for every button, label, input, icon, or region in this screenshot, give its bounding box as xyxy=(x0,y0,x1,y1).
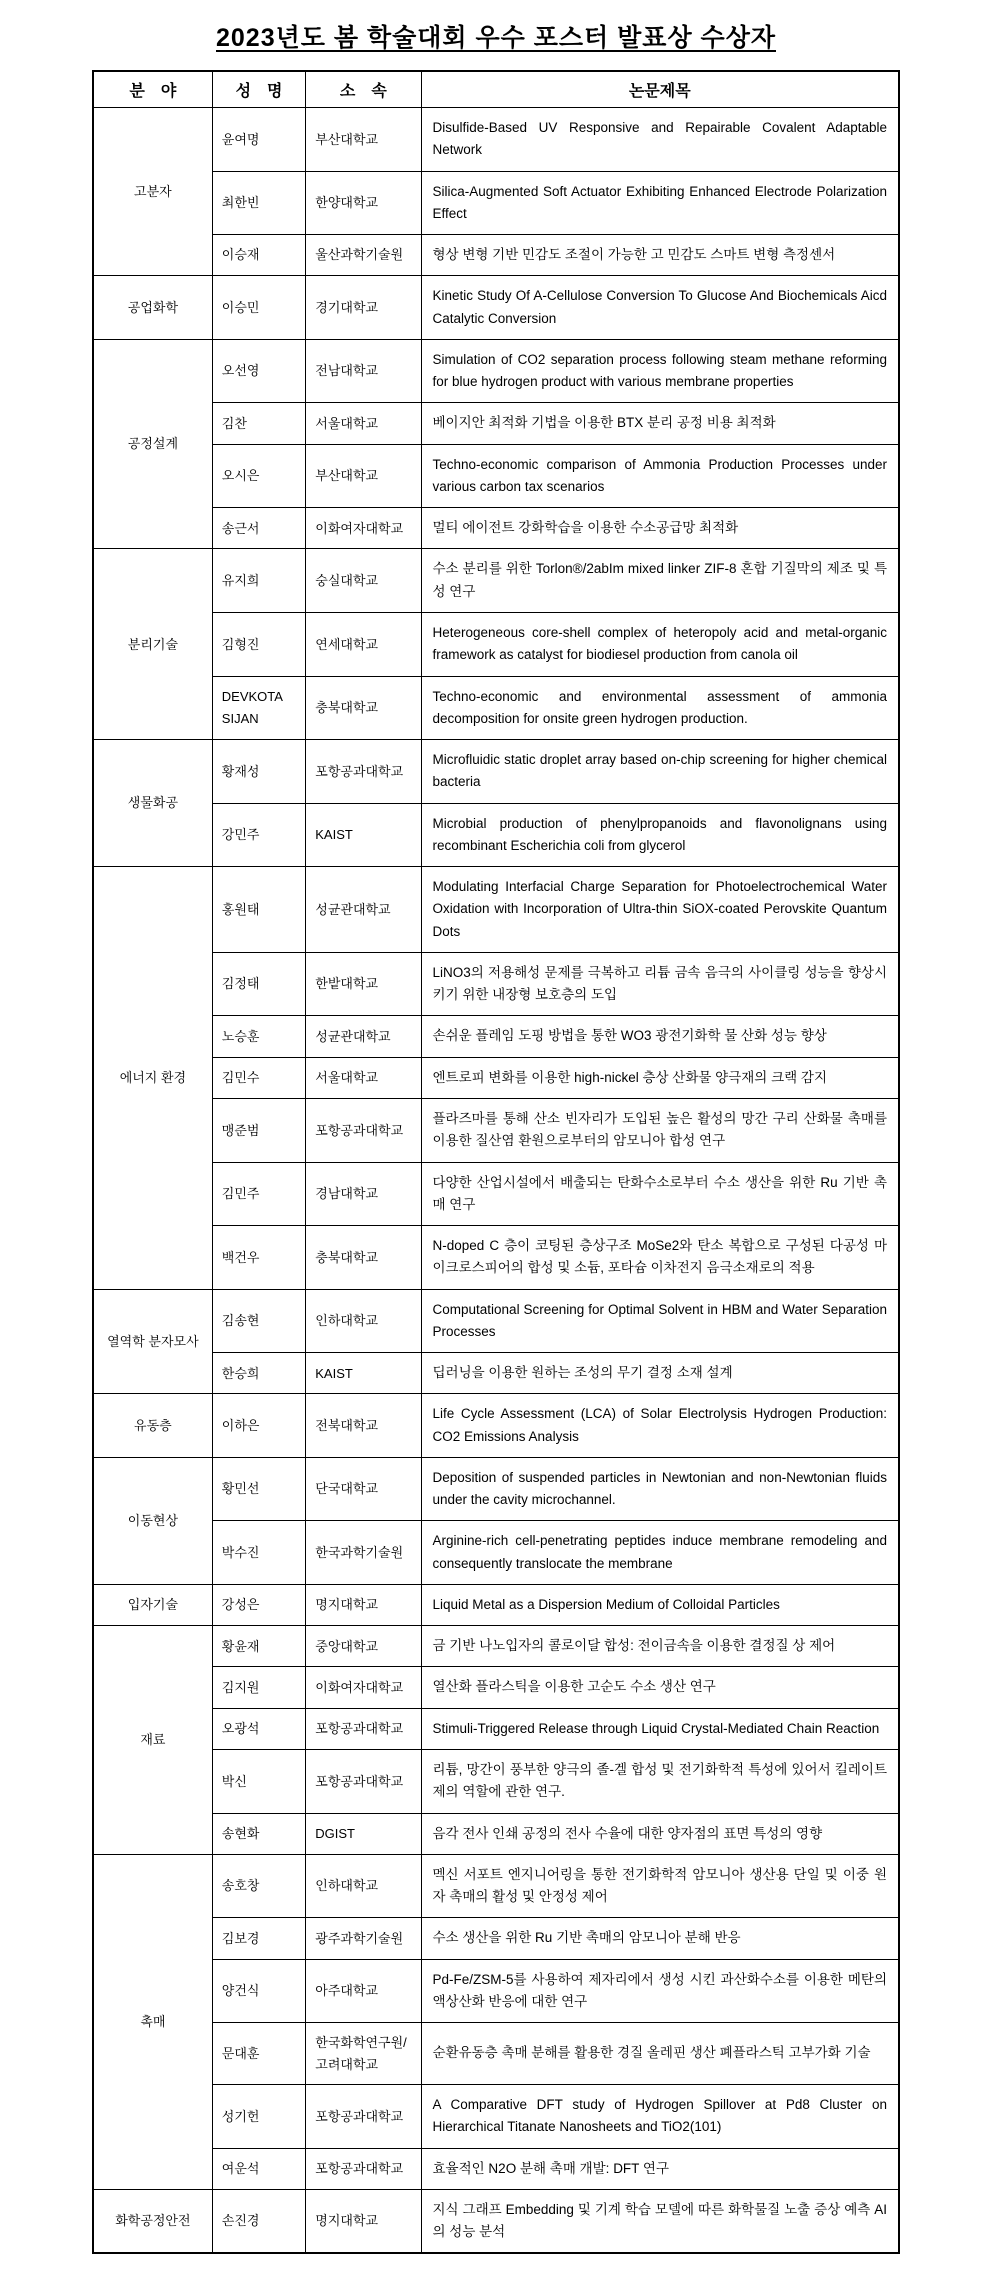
name-cell: 강민주 xyxy=(212,803,305,867)
table-row xyxy=(93,1918,899,1959)
paper-title-cell: 다양한 산업시설에서 배출되는 탄화수소로부터 수소 생산을 위한 Ru 기반 촉매 연구 xyxy=(421,1162,899,1226)
paper-title-cell: 수소 생산을 위한 Ru 기반 촉매의 암모니아 분해 반응 xyxy=(421,1918,899,1959)
paper-title-cell: Liquid Metal as a Dispersion Medium of Colloidal Particles xyxy=(421,1584,899,1625)
name-cell: 노승훈 xyxy=(212,1016,305,1057)
paper-title-cell: 멀티 에이전트 강화학습을 이용한 수소공급망 최적화 xyxy=(421,508,899,549)
name-cell: 맹준범 xyxy=(212,1098,305,1162)
paper-title-cell: Pd-Fe/ZSM-5를 사용하여 제자리에서 생성 시킨 과산화수소를 이용한 메탄의 액상산화 반응에 대한 연구 xyxy=(421,1959,899,2023)
name-cell: 송호창 xyxy=(212,1854,305,1918)
table-row xyxy=(93,1162,899,1226)
table-row xyxy=(93,108,899,172)
paper-title-cell: 리튬, 망간이 풍부한 양극의 졸-겔 합성 및 전기화학적 특성에 있어서 킬레이트제의 역할에 관한 연구. xyxy=(421,1750,899,1814)
affiliation-cell: KAIST xyxy=(306,1353,421,1394)
name-cell: DEVKOTA SIJAN xyxy=(212,676,305,740)
name-cell: 황윤재 xyxy=(212,1626,305,1667)
header-name: 성 명 xyxy=(212,71,305,108)
paper-title-cell: Kinetic Study Of A-Cellulose Conversion To Glucose And Biochemicals Aicd Catalytic Conversion xyxy=(421,276,899,340)
name-cell: 문대훈 xyxy=(212,2023,305,2085)
affiliation-cell: 포항공과대학교 xyxy=(306,740,421,804)
table-row xyxy=(93,1394,899,1458)
paper-title-cell: 멕신 서포트 엔지니어링을 통한 전기화학적 암모니아 생산용 단일 및 이중 원자 촉매의 활성 및 안정성 제어 xyxy=(421,1854,899,1918)
paper-title-cell: 효율적인 N2O 분해 촉매 개발: DFT 연구 xyxy=(421,2148,899,2189)
header-row xyxy=(93,71,899,108)
affiliation-cell: 포항공과대학교 xyxy=(306,2148,421,2189)
paper-title-cell: 형상 변형 기반 민감도 조절이 가능한 고 민감도 스마트 변형 측정센서 xyxy=(421,235,899,276)
paper-title-cell: 음각 전사 인쇄 공정의 전사 수율에 대한 양자점의 표면 특성의 영향 xyxy=(421,1813,899,1854)
affiliation-cell: 이화여자대학교 xyxy=(306,1667,421,1708)
table-header xyxy=(93,71,899,108)
table-row xyxy=(93,2085,899,2149)
table-row xyxy=(93,235,899,276)
table-row xyxy=(93,867,899,953)
name-cell: 이하은 xyxy=(212,1394,305,1458)
table-row xyxy=(93,276,899,340)
name-cell: 성기헌 xyxy=(212,2085,305,2149)
header-field: 분 야 xyxy=(93,71,212,108)
field-cell: 화학공정안전 xyxy=(93,2189,212,2253)
field-cell: 생물화공 xyxy=(93,740,212,867)
name-cell: 김지원 xyxy=(212,1667,305,1708)
paper-title-cell: 수소 분리를 위한 Torlon®/2abIm mixed linker ZIF-8 혼합 기질막의 제조 및 특성 연구 xyxy=(421,549,899,613)
paper-title-cell: 플라즈마를 통해 산소 빈자리가 도입된 높은 활성의 망간 구리 산화물 촉매를 이용한 질산염 환원으로부터의 암모니아 합성 연구 xyxy=(421,1098,899,1162)
table-row xyxy=(93,508,899,549)
affiliation-cell: 포항공과대학교 xyxy=(306,1750,421,1814)
field-cell: 고분자 xyxy=(93,108,212,276)
table-row xyxy=(93,1057,899,1098)
field-cell: 입자기술 xyxy=(93,1584,212,1625)
paper-title-cell: Modulating Interfacial Charge Separation for Photoelectrochemical Water Oxidation with Incorporation of Ultra-thin SiOX-coated Perovskite Quantum Dots xyxy=(421,867,899,953)
affiliation-cell: 이화여자대학교 xyxy=(306,508,421,549)
affiliation-cell: 한양대학교 xyxy=(306,171,421,235)
table-row xyxy=(93,1098,899,1162)
header-affiliation: 소 속 xyxy=(306,71,421,108)
paper-title-cell: 엔트로피 변화를 이용한 high-nickel 층상 산화물 양극재의 크랙 감지 xyxy=(421,1057,899,1098)
table-row xyxy=(93,403,899,444)
name-cell: 박신 xyxy=(212,1750,305,1814)
name-cell: 김찬 xyxy=(212,403,305,444)
name-cell: 오광석 xyxy=(212,1708,305,1749)
affiliation-cell: 한국화학연구원/고려대학교 xyxy=(306,2023,421,2085)
paper-title-cell: 베이지안 최적화 기법을 이용한 BTX 분리 공정 비용 최적화 xyxy=(421,403,899,444)
table-row xyxy=(93,549,899,613)
affiliation-cell: 경기대학교 xyxy=(306,276,421,340)
paper-title-cell: Life Cycle Assessment (LCA) of Solar Electrolysis Hydrogen Production: CO2 Emissions Analysis xyxy=(421,1394,899,1458)
paper-title-cell: 지식 그래프 Embedding 및 기계 학습 모델에 따른 화학물질 노출 증상 예측 AI의 성능 분석 xyxy=(421,2189,899,2253)
paper-title-cell: Arginine-rich cell-penetrating peptides induce membrane remodeling and consequently translocate the membrane xyxy=(421,1521,899,1585)
table-row xyxy=(93,612,899,676)
paper-title-cell: 손쉬운 플레임 도핑 방법을 통한 WO3 광전기화학 물 산화 성능 향상 xyxy=(421,1016,899,1057)
affiliation-cell: 중앙대학교 xyxy=(306,1626,421,1667)
table-row xyxy=(93,1584,899,1625)
affiliation-cell: KAIST xyxy=(306,803,421,867)
affiliation-cell: 명지대학교 xyxy=(306,2189,421,2253)
name-cell: 윤여명 xyxy=(212,108,305,172)
affiliation-cell: 연세대학교 xyxy=(306,612,421,676)
name-cell: 한승희 xyxy=(212,1353,305,1394)
field-cell: 공정설계 xyxy=(93,339,212,549)
field-cell: 유동층 xyxy=(93,1394,212,1458)
name-cell: 김송현 xyxy=(212,1289,305,1353)
affiliation-cell: 울산과학기술원 xyxy=(306,235,421,276)
field-cell: 촉매 xyxy=(93,1854,212,2189)
table-row xyxy=(93,171,899,235)
paper-title-cell: Microfluidic static droplet array based on-chip screening for higher chemical bacteria xyxy=(421,740,899,804)
paper-title-cell: Simulation of CO2 separation process following steam methane reforming for blue hydrogen product with various membrane properties xyxy=(421,339,899,403)
header-paper-title: 논문제목 xyxy=(421,71,899,108)
table-row xyxy=(93,2189,899,2253)
paper-title-cell: N-doped C 층이 코팅된 층상구조 MoSe2와 탄소 복합으로 구성된 다공성 마이크로스피어의 합성 및 소듐, 포타슘 이차전지 음극소재로의 적용 xyxy=(421,1226,899,1290)
name-cell: 황재성 xyxy=(212,740,305,804)
table-row xyxy=(93,803,899,867)
table-row xyxy=(93,1626,899,1667)
affiliation-cell: 충북대학교 xyxy=(306,1226,421,1290)
affiliation-cell: 숭실대학교 xyxy=(306,549,421,613)
affiliation-cell: 단국대학교 xyxy=(306,1457,421,1521)
name-cell: 김형진 xyxy=(212,612,305,676)
affiliation-cell: 포항공과대학교 xyxy=(306,2085,421,2149)
affiliation-cell: 서울대학교 xyxy=(306,1057,421,1098)
table-row xyxy=(93,740,899,804)
field-cell: 에너지 환경 xyxy=(93,867,212,1289)
affiliation-cell: 경남대학교 xyxy=(306,1162,421,1226)
paper-title-cell: 딥러닝을 이용한 원하는 조성의 무기 결정 소재 설계 xyxy=(421,1353,899,1394)
table-row xyxy=(93,1353,899,1394)
paper-title-cell: Microbial production of phenylpropanoids and flavonolignans using recombinant Escherichia coli from glycerol xyxy=(421,803,899,867)
paper-title-cell: Silica-Augmented Soft Actuator Exhibiting Enhanced Electrode Polarization Effect xyxy=(421,171,899,235)
table-row xyxy=(93,2148,899,2189)
paper-title-cell: Stimuli-Triggered Release through Liquid Crystal-Mediated Chain Reaction xyxy=(421,1708,899,1749)
affiliation-cell: 포항공과대학교 xyxy=(306,1708,421,1749)
affiliation-cell: 한국과학기술원 xyxy=(306,1521,421,1585)
name-cell: 오선영 xyxy=(212,339,305,403)
affiliation-cell: 성균관대학교 xyxy=(306,867,421,953)
table-row xyxy=(93,2023,899,2085)
paper-title-cell: LiNO3의 저용해성 문제를 극복하고 리튬 금속 음극의 사이클링 성능을 향상시키기 위한 내장형 보호층의 도입 xyxy=(421,952,899,1016)
name-cell: 유지희 xyxy=(212,549,305,613)
name-cell: 손진경 xyxy=(212,2189,305,2253)
table-row xyxy=(93,1750,899,1814)
affiliation-cell: 아주대학교 xyxy=(306,1959,421,2023)
affiliation-cell: 포항공과대학교 xyxy=(306,1098,421,1162)
name-cell: 이승민 xyxy=(212,276,305,340)
table-row xyxy=(93,1854,899,1918)
paper-title-cell: Heterogeneous core-shell complex of heteropoly acid and metal-organic framework as catalyst for biodiesel production from canola oil xyxy=(421,612,899,676)
table-row xyxy=(93,1226,899,1290)
table-row xyxy=(93,1667,899,1708)
affiliation-cell: 성균관대학교 xyxy=(306,1016,421,1057)
paper-title-cell: Techno-economic and environmental assessment of ammonia decomposition for onsite green hydrogen production. xyxy=(421,676,899,740)
page-title: 2023년도 봄 학술대회 우수 포스터 발표상 수상자 xyxy=(216,24,776,52)
affiliation-cell: 광주과학기술원 xyxy=(306,1918,421,1959)
paper-title-cell: Disulfide-Based UV Responsive and Repairable Covalent Adaptable Network xyxy=(421,108,899,172)
name-cell: 김보경 xyxy=(212,1918,305,1959)
table-row xyxy=(93,1016,899,1057)
table-row xyxy=(93,1457,899,1521)
affiliation-cell: 인하대학교 xyxy=(306,1854,421,1918)
table-row xyxy=(93,1813,899,1854)
name-cell: 강성은 xyxy=(212,1584,305,1625)
table-row xyxy=(93,952,899,1016)
name-cell: 오시은 xyxy=(212,444,305,508)
field-cell: 열역학 분자모사 xyxy=(93,1289,212,1394)
name-cell: 김민주 xyxy=(212,1162,305,1226)
name-cell: 송현화 xyxy=(212,1813,305,1854)
affiliation-cell: 부산대학교 xyxy=(306,108,421,172)
affiliation-cell: 한밭대학교 xyxy=(306,952,421,1016)
awards-table-body xyxy=(93,108,899,2254)
paper-title-cell: 금 기반 나노입자의 콜로이달 합성: 전이금속을 이용한 결정질 상 제어 xyxy=(421,1626,899,1667)
name-cell: 여운석 xyxy=(212,2148,305,2189)
affiliation-cell: 인하대학교 xyxy=(306,1289,421,1353)
paper-title-cell: 순환유동층 촉매 분해를 활용한 경질 올레핀 생산 폐플라스틱 고부가화 기술 xyxy=(421,2023,899,2085)
table-row xyxy=(93,339,899,403)
paper-title-cell: Techno-economic comparison of Ammonia Production Processes under various carbon tax scenarios xyxy=(421,444,899,508)
affiliation-cell: 전남대학교 xyxy=(306,339,421,403)
paper-title-cell: Computational Screening for Optimal Solvent in HBM and Water Separation Processes xyxy=(421,1289,899,1353)
paper-title-cell: A Comparative DFT study of Hydrogen Spillover at Pd8 Cluster on Hierarchical Titanate Nanosheets and TiO2(101) xyxy=(421,2085,899,2149)
name-cell: 김정태 xyxy=(212,952,305,1016)
name-cell: 김민수 xyxy=(212,1057,305,1098)
name-cell: 박수진 xyxy=(212,1521,305,1585)
affiliation-cell: 부산대학교 xyxy=(306,444,421,508)
field-cell: 재료 xyxy=(93,1626,212,1855)
field-cell: 분리기술 xyxy=(93,549,212,740)
paper-title-cell: Deposition of suspended particles in Newtonian and non-Newtonian fluids under the cavity microchannel. xyxy=(421,1457,899,1521)
paper-title-cell: 열산화 플라스틱을 이용한 고순도 수소 생산 연구 xyxy=(421,1667,899,1708)
field-cell: 공업화학 xyxy=(93,276,212,340)
name-cell: 송근서 xyxy=(212,508,305,549)
awards-table xyxy=(92,70,900,2254)
name-cell: 양건식 xyxy=(212,1959,305,2023)
table-row xyxy=(93,1521,899,1585)
table-row xyxy=(93,444,899,508)
table-row xyxy=(93,676,899,740)
affiliation-cell: 서울대학교 xyxy=(306,403,421,444)
table-row xyxy=(93,1289,899,1353)
name-cell: 최한빈 xyxy=(212,171,305,235)
name-cell: 홍원태 xyxy=(212,867,305,953)
affiliation-cell: 명지대학교 xyxy=(306,1584,421,1625)
table-row xyxy=(93,1959,899,2023)
name-cell: 백건우 xyxy=(212,1226,305,1290)
affiliation-cell: DGIST xyxy=(306,1813,421,1854)
name-cell: 이승재 xyxy=(212,235,305,276)
field-cell: 이동현상 xyxy=(93,1457,212,1584)
table-row xyxy=(93,1708,899,1749)
name-cell: 황민선 xyxy=(212,1457,305,1521)
affiliation-cell: 충북대학교 xyxy=(306,676,421,740)
affiliation-cell: 전북대학교 xyxy=(306,1394,421,1458)
